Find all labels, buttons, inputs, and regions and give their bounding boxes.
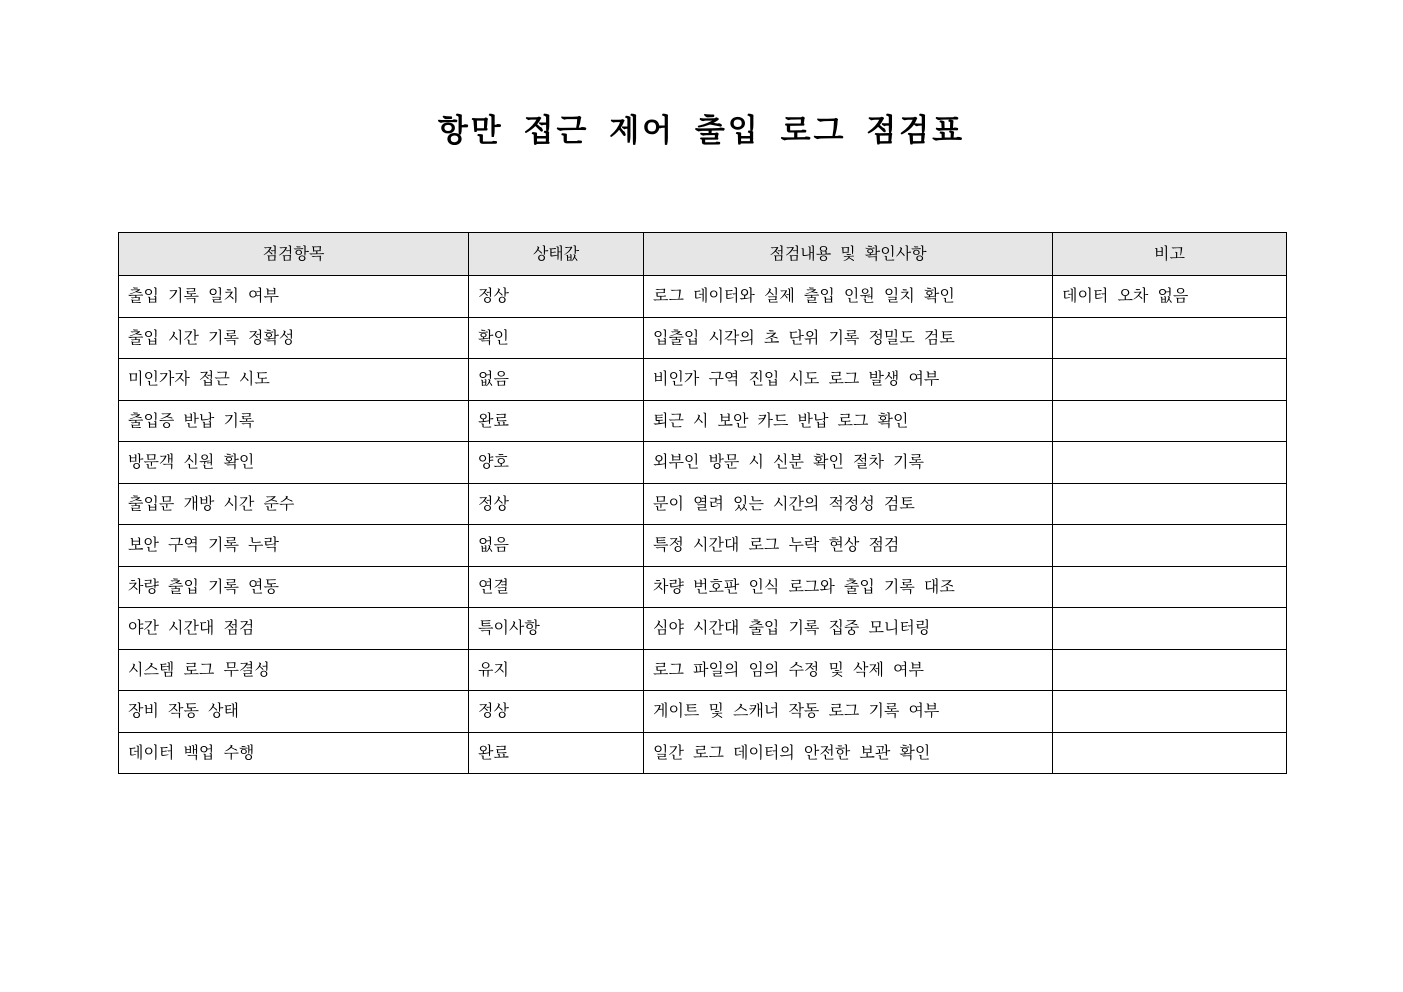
cell-check-details: 입출입 시각의 초 단위 기록 정밀도 검토: [644, 317, 1053, 359]
cell-status: 없음: [469, 359, 644, 401]
document-title: 항만 접근 제어 출입 로그 점검표: [437, 113, 966, 149]
cell-check-item: 야간 시간대 점검: [119, 608, 469, 650]
cell-remarks: [1053, 566, 1287, 608]
cell-check-item: 미인가자 접근 시도: [119, 359, 469, 401]
header-remarks: 비고: [1053, 233, 1287, 276]
cell-status: 양호: [469, 442, 644, 484]
cell-remarks: [1053, 649, 1287, 691]
cell-remarks: [1053, 317, 1287, 359]
table-header: [119, 233, 1287, 276]
cell-check-details: 외부인 방문 시 신분 확인 절차 기록: [644, 442, 1053, 484]
cell-check-item: 장비 작동 상태: [119, 691, 469, 733]
cell-check-item: 출입문 개방 시간 준수: [119, 483, 469, 525]
table-row: [119, 317, 1287, 359]
header-row: [119, 233, 1287, 276]
cell-check-details: 로그 데이터와 실제 출입 인원 일치 확인: [644, 276, 1053, 318]
cell-status: 완료: [469, 732, 644, 774]
cell-check-item: 출입 시간 기록 정확성: [119, 317, 469, 359]
table-row: [119, 566, 1287, 608]
cell-status: 정상: [469, 276, 644, 318]
table-row: [119, 608, 1287, 650]
cell-remarks: [1053, 442, 1287, 484]
table-row: [119, 483, 1287, 525]
cell-remarks: [1053, 483, 1287, 525]
cell-remarks: [1053, 608, 1287, 650]
table-row: [119, 691, 1287, 733]
cell-status: 특이사항: [469, 608, 644, 650]
cell-status: 정상: [469, 691, 644, 733]
cell-status: 정상: [469, 483, 644, 525]
header-check-details: 점검내용 및 확인사항: [644, 233, 1053, 276]
cell-check-details: 문이 열려 있는 시간의 적정성 검토: [644, 483, 1053, 525]
cell-check-details: 차량 번호판 인식 로그와 출입 기록 대조: [644, 566, 1053, 608]
cell-check-details: 특정 시간대 로그 누락 현상 점검: [644, 525, 1053, 567]
cell-check-details: 일간 로그 데이터의 안전한 보관 확인: [644, 732, 1053, 774]
cell-remarks: [1053, 359, 1287, 401]
cell-check-details: 비인가 구역 진입 시도 로그 발생 여부: [644, 359, 1053, 401]
cell-check-item: 출입 기록 일치 여부: [119, 276, 469, 318]
header-status: 상태값: [469, 233, 644, 276]
table-row: [119, 359, 1287, 401]
cell-check-item: 시스템 로그 무결성: [119, 649, 469, 691]
cell-check-details: 게이트 및 스캐너 작동 로그 기록 여부: [644, 691, 1053, 733]
cell-remarks: [1053, 732, 1287, 774]
table-row: [119, 276, 1287, 318]
cell-status: 없음: [469, 525, 644, 567]
table-body: [119, 276, 1287, 774]
cell-check-item: 데이터 백업 수행: [119, 732, 469, 774]
cell-check-details: 퇴근 시 보안 카드 반납 로그 확인: [644, 400, 1053, 442]
cell-check-details: 로그 파일의 임의 수정 및 삭제 여부: [644, 649, 1053, 691]
cell-remarks: [1053, 691, 1287, 733]
cell-check-item: 출입증 반납 기록: [119, 400, 469, 442]
table-row: [119, 649, 1287, 691]
cell-status: 확인: [469, 317, 644, 359]
cell-remarks: 데이터 오차 없음: [1053, 276, 1287, 318]
cell-remarks: [1053, 400, 1287, 442]
table-row: [119, 525, 1287, 567]
checklist-table: [118, 232, 1287, 774]
table-row: [119, 732, 1287, 774]
cell-status: 완료: [469, 400, 644, 442]
cell-status: 유지: [469, 649, 644, 691]
cell-status: 연결: [469, 566, 644, 608]
cell-check-item: 차량 출입 기록 연동: [119, 566, 469, 608]
cell-check-item: 방문객 신원 확인: [119, 442, 469, 484]
cell-check-details: 심야 시간대 출입 기록 집중 모니터링: [644, 608, 1053, 650]
cell-remarks: [1053, 525, 1287, 567]
table-row: [119, 400, 1287, 442]
table-row: [119, 442, 1287, 484]
cell-check-item: 보안 구역 기록 누락: [119, 525, 469, 567]
header-check-item: 점검항목: [119, 233, 469, 276]
